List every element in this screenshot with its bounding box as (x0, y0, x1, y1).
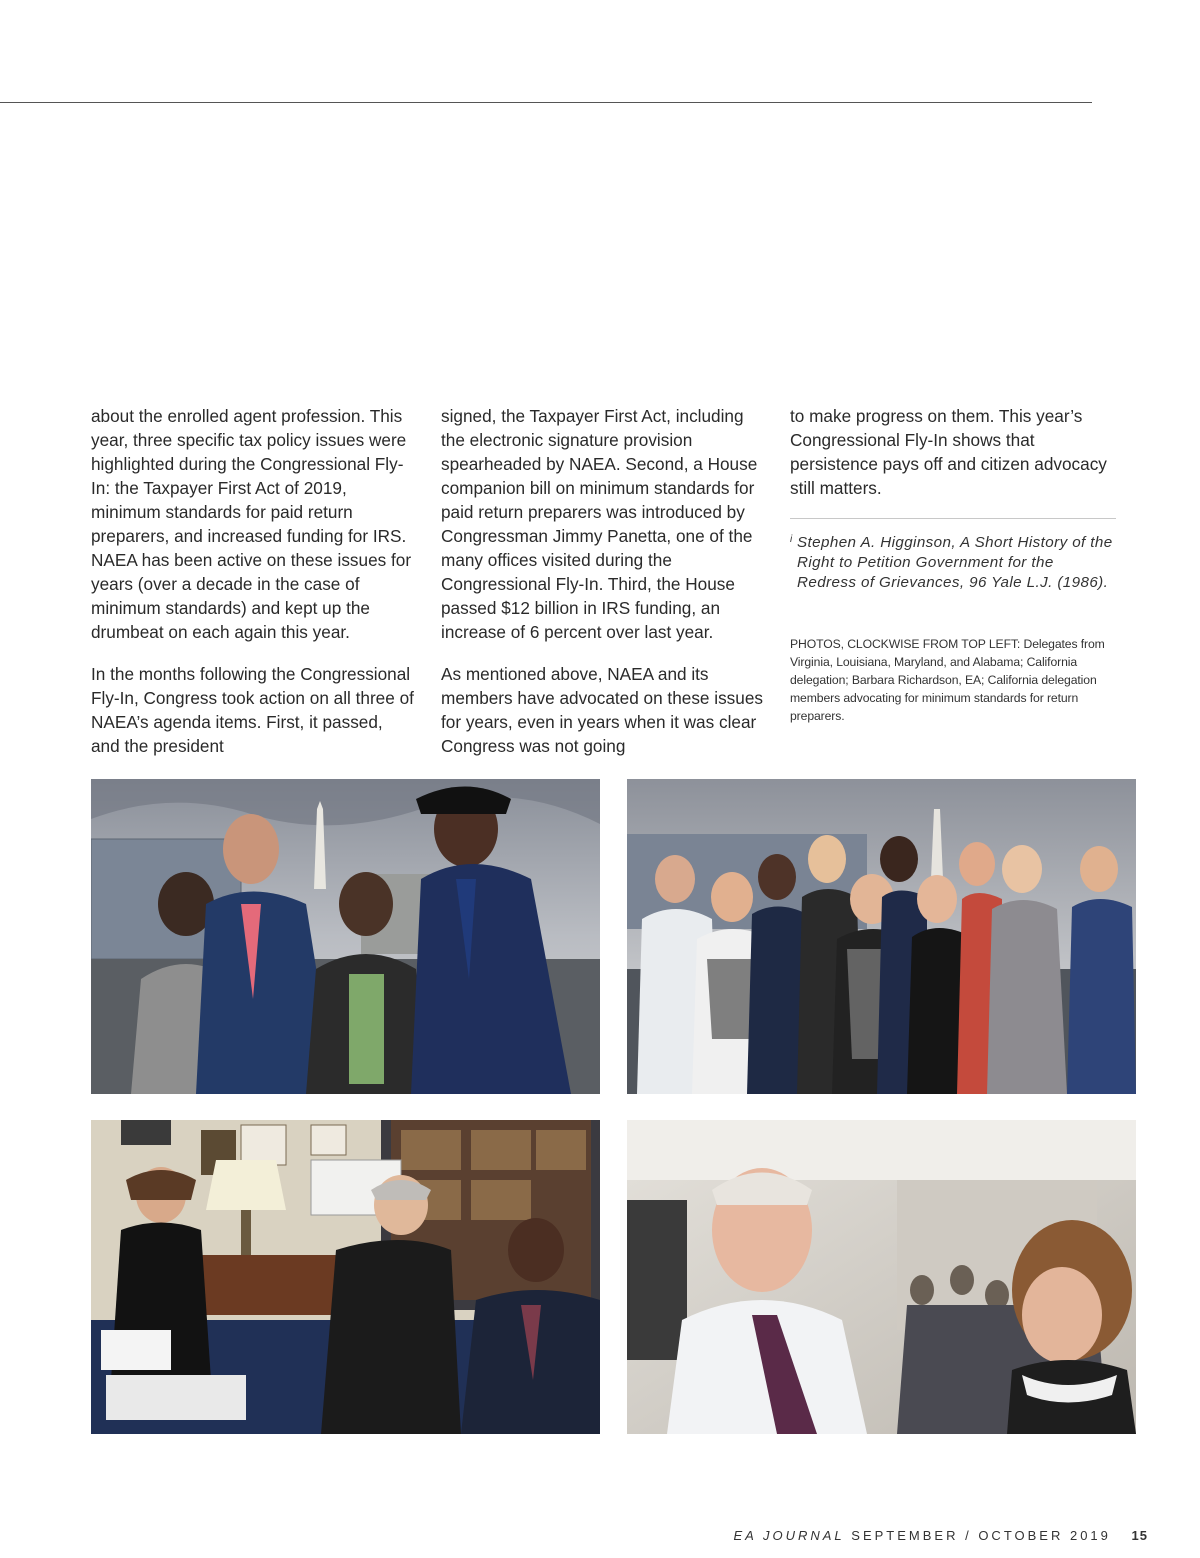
article-column-3 (790, 404, 1116, 725)
photo-reception-advocacy (627, 1120, 1136, 1434)
column-2-paragraph-2: As mentioned above, NAEA and its members have advocated on these issues for years, even in years when it was clear Congress was not going (441, 664, 763, 756)
column-1-paragraph-1: about the enrolled agent profession. This year, three specific tax policy issues were highlighted during the Congressional Fly-In: the Taxpayer First Act of 2019, minimum standards for paid return preparers, and increased funding for IRS. NAEA has been active on these issues for years (over a decade in the case of minimum standards) and kept up the drumbeat on each again this year. (91, 406, 412, 642)
column-1-paragraph-2: In the months following the Congressional Fly-In, Congress took action on all three of NAEA’s agenda items. First, it passed, and the president (91, 664, 414, 756)
footer-issue-date: SEPTEMBER / OCTOBER 2019 (851, 1528, 1111, 1543)
photo-california-delegation (627, 779, 1136, 1094)
footnote-text: Stephen A. Higginson, A Short History of the Right to Petition Government for the Redress of Grievances, 96 Yale L.J. (1986). (797, 534, 1113, 591)
photo-office-meeting (91, 1120, 600, 1434)
page-footer (734, 1528, 1148, 1543)
photo-caption: PHOTOS, CLOCKWISE FROM TOP LEFT: Delegates from Virginia, Louisiana, Maryland, and Alabama; California delegation; Barbara Richardson, EA; California delegation members advocating for minimum standards for return preparers. (790, 637, 1105, 723)
article-column-2 (441, 404, 766, 776)
photo-delegates-rooftop (91, 779, 600, 1094)
footnote (790, 533, 1116, 593)
footnote-marker: i (790, 534, 793, 545)
column-3-paragraph-1: to make progress on them. This year’s Congressional Fly-In shows that persistence pays off and citizen advocacy still matters. (790, 406, 1107, 498)
article-column-1 (91, 404, 416, 776)
header-rule (0, 102, 1092, 103)
page-number: 15 (1131, 1528, 1148, 1543)
footnote-divider (790, 518, 1116, 519)
column-2-paragraph-1: signed, the Taxpayer First Act, including the electronic signature provision spearheaded by NAEA. Second, a House companion bill on minimum standards for paid return preparers was introduced by Congressman Jimmy Panetta, one of the many offices visited during the Congressional Fly-In. Third, the House passed $12 billion in IRS funding, an increase of 6 percent over last year. (441, 406, 758, 642)
footer-journal-name: EA JOURNAL (733, 1528, 845, 1543)
